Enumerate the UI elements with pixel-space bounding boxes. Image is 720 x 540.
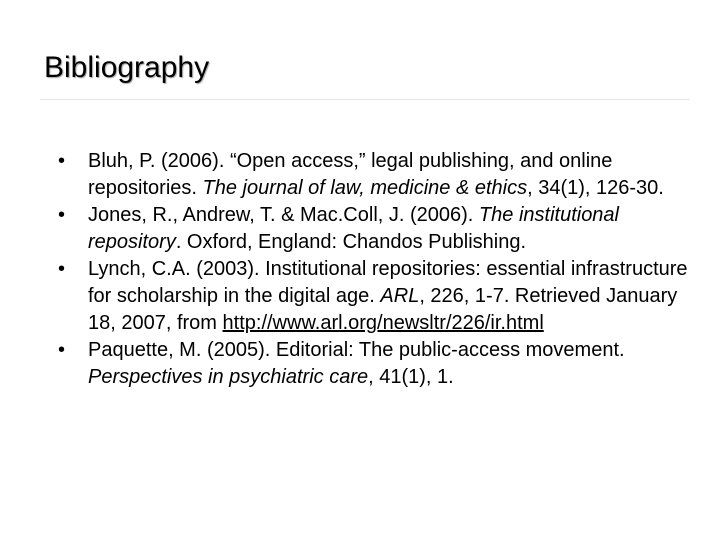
reference-link[interactable]: http://www.arl.org/newsltr/226/ir.html [222,312,544,334]
list-item [58,202,698,256]
reference-details: . Oxford, England: Chandos Publishing. [175,231,527,253]
reference-details: , 41(1), 1. [368,366,454,388]
reference-details: , 226, 1-7. Retrieved January 18, 2007, from [88,285,678,334]
bullet-icon: • [58,339,66,361]
reference-title-italic: The journal of law, medicine & ethics [202,177,528,199]
reference-text: Lynch, C.A. (2003). Institutional repositories: essential infrastructure for scholarship in the digital age. [88,258,688,307]
bibliography-list [58,148,698,391]
reference-text: Bluh, P. (2006). “Open access,” legal publishing, and online repositories. [88,150,613,199]
page-title: Bibliography [44,51,210,84]
title-divider [40,99,690,100]
list-item [58,337,698,391]
bullet-icon: • [58,150,66,172]
reference-title-italic: Perspectives in psychiatric care [88,366,369,388]
bullet-icon: • [58,204,66,226]
list-item [58,256,698,337]
reference-text: Jones, R., Andrew, T. & Mac.Coll, J. (2006). [88,204,479,226]
list-item [58,148,698,202]
reference-title-italic: ARL [380,285,420,307]
bullet-icon: • [58,258,66,280]
reference-details: , 34(1), 126-30. [527,177,664,199]
reference-title-italic: The institutional repository [88,204,619,253]
reference-text: Paquette, M. (2005). Editorial: The public-access movement. [88,339,625,361]
